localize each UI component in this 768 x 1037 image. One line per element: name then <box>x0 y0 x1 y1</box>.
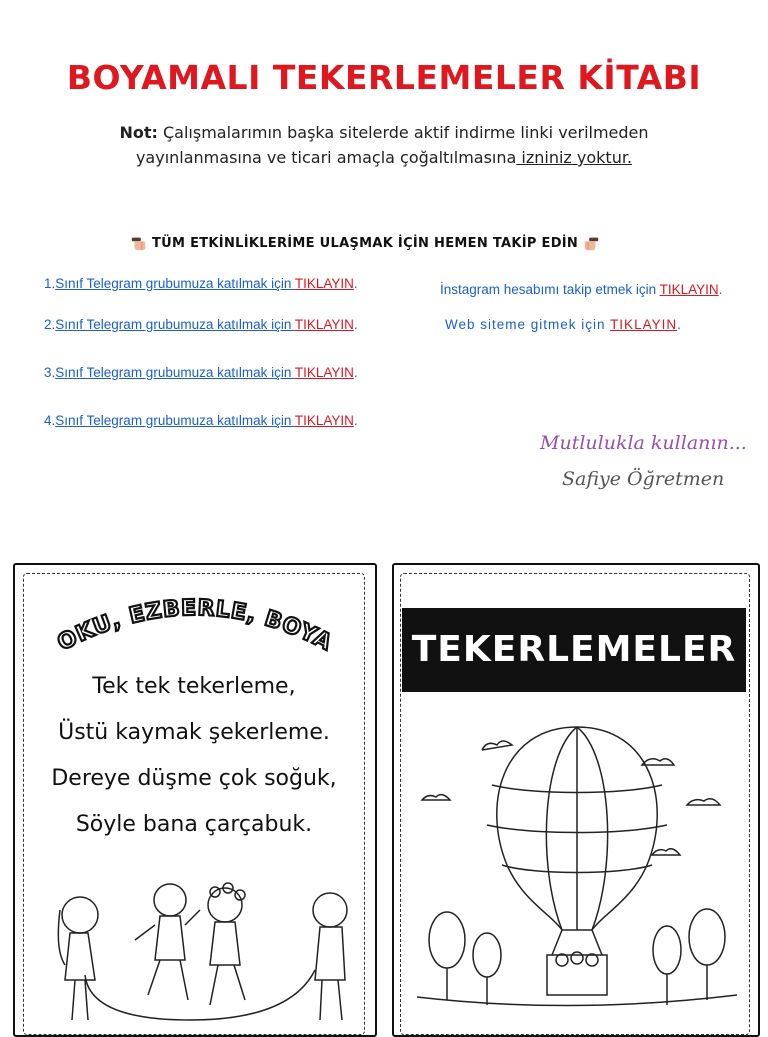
click-here-link[interactable]: TIKLAYIN <box>294 365 354 380</box>
telegram-link-text[interactable]: Sınıf Telegram grubumuza katılmak için <box>55 413 295 428</box>
click-here-link[interactable]: TIKLAYIN <box>294 413 354 428</box>
pointing-hand-icon <box>582 234 600 252</box>
click-here-link[interactable]: TIKLAYIN <box>610 317 678 332</box>
follow-banner <box>130 234 600 252</box>
follow-text: TÜM ETKİNLİKLERİME ULAŞMAK İÇİN HEMEN TAKİP EDİN <box>152 235 579 251</box>
website-link[interactable]: Web siteme gitmek için TIKLAYIN. <box>445 317 682 332</box>
instagram-link[interactable]: İnstagram hesabımı takip etmek için TIKLAYIN. <box>440 282 723 297</box>
telegram-link-4[interactable]: 4.Sınıf Telegram grubumuza katılmak için TIKLAYIN. <box>44 413 358 428</box>
click-here-link[interactable]: TIKLAYIN <box>294 317 354 332</box>
svg-text:OKU, EZBERLE, BOYA <box>54 596 337 656</box>
signature-greeting: Mutlulukla kullanın... <box>540 432 747 454</box>
telegram-link-3[interactable]: 3.Sınıf Telegram grubumuza katılmak için TIKLAYIN. <box>44 365 358 380</box>
click-here-link[interactable]: TIKLAYIN <box>659 282 719 297</box>
telegram-link-2[interactable]: 2.Sınıf Telegram grubumuza katılmak için TIKLAYIN. <box>44 317 358 332</box>
poem-line-1: Tek tek tekerleme, <box>92 674 296 699</box>
children-jumping-rope-illustration <box>30 870 360 1024</box>
page-title: BOYAMALI TEKERLEMELER KİTABI <box>66 58 702 97</box>
pointing-hand-icon <box>130 234 148 252</box>
hot-air-balloon-illustration <box>402 715 746 1024</box>
note-line-2: yayınlanmasına ve ticari amaçla çoğaltılmasına <box>135 148 517 167</box>
copyright-note <box>0 120 768 170</box>
telegram-link-1[interactable]: 1.Sınıf Telegram grubumuza katılmak için TIKLAYIN. <box>44 276 358 291</box>
note-line-1: Çalışmalarımın başka sitelerde aktif indirme linki verilmeden <box>162 123 649 142</box>
arc-title-text: OKU, EZBERLE, BOYA <box>53 595 337 657</box>
click-here-link[interactable]: TIKLAYIN <box>294 276 354 291</box>
telegram-link-text[interactable]: Sınıf Telegram grubumuza katılmak için <box>55 317 295 332</box>
poem-line-2: Üstü kaymak şekerleme. <box>58 720 330 745</box>
telegram-link-text[interactable]: Sınıf Telegram grubumuza katılmak için <box>55 276 295 291</box>
telegram-link-text[interactable]: Sınıf Telegram grubumuza katılmak için <box>55 365 295 380</box>
poem-line-4: Söyle bana çarçabuk. <box>75 812 313 837</box>
note-label: Not: <box>119 123 158 142</box>
book-cover-banner: TEKERLEMELER <box>402 608 746 692</box>
note-underlined: izniniz yoktur. <box>516 148 633 167</box>
poem-line-3: Dereye düşme çok soğuk, <box>51 766 337 791</box>
arc-title <box>40 585 350 665</box>
signature-name: Safiye Öğretmen <box>562 468 725 490</box>
